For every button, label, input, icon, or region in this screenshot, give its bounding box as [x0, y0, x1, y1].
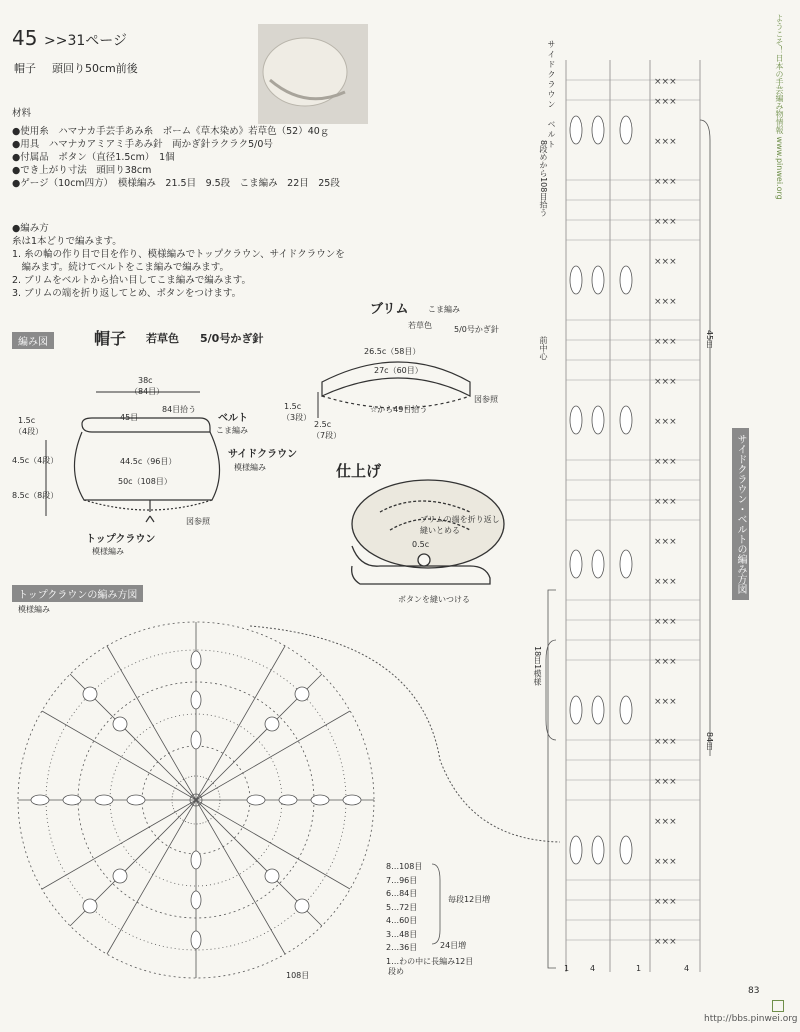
right-count: 84目: [705, 732, 714, 751]
materials-title: 材料: [12, 108, 32, 119]
dim-belt: 1.5c: [18, 416, 36, 425]
item-size: 頭回り50cm前後: [52, 62, 138, 75]
belt-pickup: 84目拾う: [162, 405, 197, 414]
side-crown-leaf-rows: [570, 116, 632, 864]
svg-text:×××: ×××: [654, 257, 677, 267]
column-mark: 4: [590, 964, 596, 973]
side-watermark: ようこそ！日本の手芸編み物情報 www.pinwei.org: [775, 14, 784, 200]
materials-list: [12, 125, 352, 190]
side-chart-repeat-note: 8段めから108目拾う: [539, 140, 548, 217]
brim-pickup: ☆から49目拾う: [370, 405, 428, 414]
materials-line: ●でき上がり寸法 頭回り38cm: [12, 165, 152, 176]
row-count-table: [386, 860, 473, 968]
brim-dim-a-sub: （3段）: [282, 413, 312, 422]
finish-title: 仕上げ: [336, 462, 382, 480]
brim-outer: 26.5c（58目）: [364, 347, 421, 356]
hat-ref-chart: 図参照: [186, 517, 210, 526]
svg-text:×××: ×××: [654, 737, 677, 747]
dim-belt-sub: （4段）: [14, 427, 44, 436]
button-gap: 0.5c: [412, 540, 430, 549]
svg-text:×××: ×××: [654, 377, 677, 387]
item-name: 帽子: [14, 62, 36, 75]
page-number: 83: [748, 986, 760, 996]
column-mark: 4: [684, 964, 690, 973]
page-reference: >>31ページ: [44, 33, 127, 49]
side-crown-rows: [566, 80, 700, 940]
column-mark: 1: [564, 964, 570, 973]
svg-text:×××: ×××: [654, 617, 677, 627]
row-count-item: 5…72目: [386, 902, 418, 912]
svg-text:×××: ×××: [654, 177, 677, 187]
row-count-item: 7…96目: [386, 875, 418, 885]
dim-side: 4.5c（4段）: [12, 456, 59, 465]
method-line: 編みます。続けてベルトをこま編みで編みます。: [12, 262, 229, 273]
brim-hook: 5/0号かぎ針: [454, 325, 499, 334]
svg-text:×××: ×××: [654, 497, 677, 507]
side-chart-top-labels: サイドクラウン ベルト: [547, 40, 556, 150]
front-center-mark: 前中心: [539, 336, 548, 360]
svg-text:×××: ×××: [654, 137, 677, 147]
svg-text:×××: ×××: [654, 817, 677, 827]
hat-color: 若草色: [146, 332, 179, 345]
svg-text:×××: ×××: [654, 697, 677, 707]
pattern-note: 18目1模様: [533, 646, 542, 686]
column-mark: 1: [636, 964, 642, 973]
row-count-item: 6…84目: [386, 889, 418, 898]
method-line: 1. 糸の輪の作り目で目を作り、模様編みでトップクラウン、サイドクラウンを: [12, 249, 345, 260]
side-crown-stitch: 模様編み: [234, 463, 266, 472]
method-title: ●編み方: [12, 223, 49, 234]
belt-x-marks: [654, 77, 677, 947]
button-note: ボタンを縫いつける: [398, 595, 470, 604]
row-count-item: 3…48目: [386, 929, 418, 939]
row-count-item: 2…36目: [386, 943, 418, 952]
hat-hook: 5/0号かぎ針: [200, 332, 264, 345]
brim-dim-b-sub: （7段）: [312, 431, 342, 440]
brim-dim-b: 2.5c: [314, 420, 332, 429]
brim-color: 若草色: [408, 321, 432, 330]
top-width-sub: （84目）: [130, 387, 165, 396]
svg-text:×××: ×××: [654, 857, 677, 867]
side-chart-title: サイドクラウン・ベルトの編み方図: [732, 428, 749, 600]
method-line: 3. ブリムの端を折り返してとめ、ボタンをつけます。: [12, 288, 242, 299]
materials-line: ●ゲージ（10cm四方） 模様編み 21.5目 9.5段 こま編み 22目 25段: [12, 178, 340, 189]
svg-text:×××: ×××: [654, 337, 677, 347]
method-list: [12, 235, 372, 300]
belt-label: ベルト: [218, 413, 248, 424]
materials-line: ●付属品 ボタン（直径1.5cm） 1個: [12, 152, 175, 163]
row2-note: 24目増: [440, 941, 467, 950]
finish-note: ブリムの端を折り返し縫いとめる: [420, 515, 500, 535]
chart-section-label: 編み図: [12, 332, 54, 349]
svg-text:×××: ×××: [654, 577, 677, 587]
top-crown-stitch-note: 模様編み: [18, 605, 50, 614]
increase-note: 毎段12目増: [448, 895, 491, 904]
side-crown-grid: [566, 60, 700, 972]
belt-stitches: 45目: [120, 413, 139, 422]
belt-count: 45目: [705, 330, 714, 349]
svg-text:×××: ×××: [654, 97, 677, 107]
top-crown-stitch: 模様編み: [92, 547, 124, 556]
brim-ref: 図参照: [474, 395, 498, 404]
svg-text:×××: ×××: [654, 217, 677, 227]
brim-inner: 27c（60目）: [374, 366, 423, 375]
logo-icon: [772, 1000, 784, 1012]
brim-title: ブリム: [370, 302, 409, 317]
pattern-number: 45: [12, 26, 38, 50]
svg-text:×××: ×××: [654, 77, 677, 87]
brim-dim-a: 1.5c: [284, 402, 302, 411]
brim-stitch: こま編み: [428, 305, 460, 314]
svg-text:×××: ×××: [654, 417, 677, 427]
top-width: 38c: [138, 376, 153, 385]
top-crown-label: トップクラウン: [86, 534, 156, 545]
top-crown-outer-count: 108目: [286, 971, 310, 980]
svg-text:×××: ×××: [654, 537, 677, 547]
svg-text:×××: ×××: [654, 937, 677, 947]
svg-text:×××: ×××: [654, 897, 677, 907]
svg-text:×××: ×××: [654, 297, 677, 307]
row-count-item: 8…108目: [386, 862, 423, 871]
materials-line: ●用具 ハマナカアミアミ手あみ針 両かぎ針ラクラク5/0号: [12, 139, 273, 150]
hat-chart-title: 帽子: [94, 329, 127, 348]
materials-line: ●使用糸 ハマナカ手芸手あみ糸 ボーム《草木染め》若草色（52）40ｇ: [12, 126, 330, 137]
svg-text:×××: ×××: [654, 457, 677, 467]
connector-curve: [250, 626, 560, 842]
hat-photo: [258, 24, 368, 124]
top-crown-title: トップクラウンの編み方図: [12, 585, 143, 602]
rows-label: 段め: [388, 967, 404, 976]
row-count-item: 1…わの中に長編み12目: [386, 956, 474, 966]
side-crown-label: サイドクラウン: [228, 449, 298, 460]
bottom-width: 50c（108目）: [118, 477, 172, 486]
method-line: 2. ブリムをベルトから拾い目してこま編みで編みます。: [12, 275, 251, 286]
svg-text:×××: ×××: [654, 777, 677, 787]
method-line: 糸は1本どりで編みます。: [12, 236, 122, 247]
row-count-item: 4…60目: [386, 916, 418, 925]
belt-stitch: こま編み: [216, 426, 248, 435]
dim-top: 8.5c（8段）: [12, 491, 59, 500]
svg-text:×××: ×××: [654, 657, 677, 667]
footer-url: http://bbs.pinwei.org: [704, 1014, 798, 1024]
mid-width: 44.5c（96目）: [120, 457, 177, 466]
